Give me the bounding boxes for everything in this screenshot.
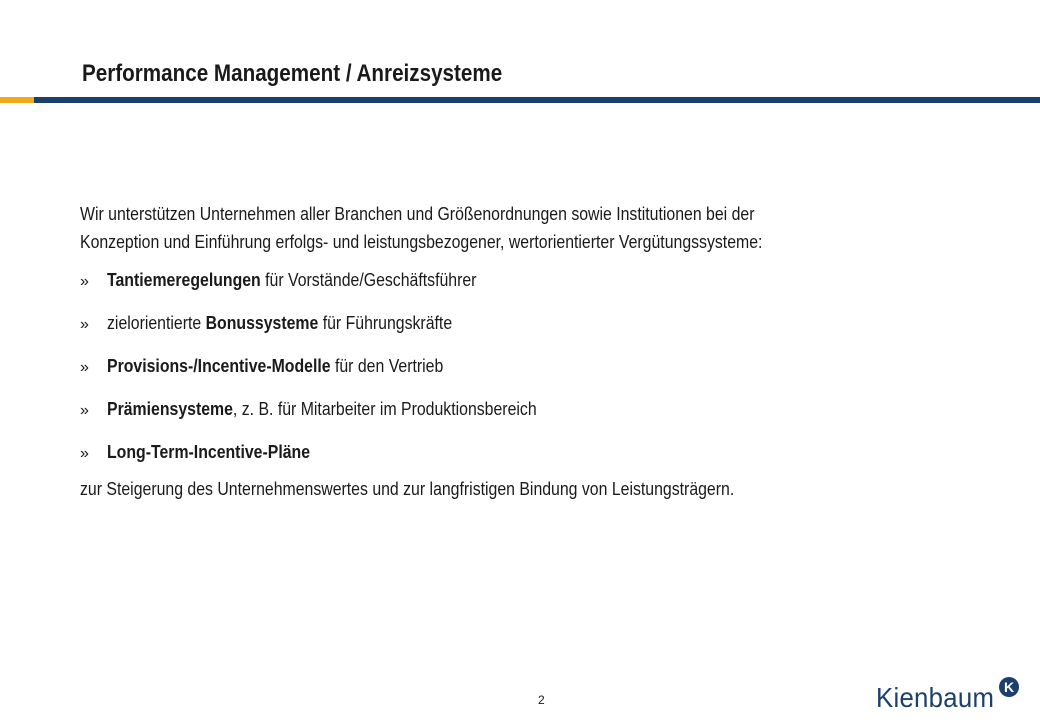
title-rule <box>34 97 1040 103</box>
logo-mark-letter: K <box>1004 679 1015 695</box>
bullet-marker: » <box>80 445 89 462</box>
logo-wordmark: Kienbaum <box>876 682 995 713</box>
list-item <box>80 266 980 309</box>
intro-line: Wir unterstützen Unternehmen aller Branchen und Größenordnungen sowie Institutionen bei der <box>80 204 755 224</box>
bullet-marker: » <box>80 359 89 376</box>
intro-paragraph <box>80 200 980 256</box>
page-number: 2 <box>538 693 545 707</box>
bullet-marker: » <box>80 402 89 419</box>
bullet-text: Provisions-/Incentive-Modelle für den Vertrieb <box>107 356 444 376</box>
bullet-text: Prämiensysteme, z. B. für Mitarbeiter im Produktionsbereich <box>107 399 537 419</box>
title-rule-accent <box>0 97 34 103</box>
kienbaum-k-badge-icon <box>998 676 1020 698</box>
intro-line: Konzeption und Einführung erfolgs- und leistungsbezogener, wertorientierter Vergütungssysteme: <box>80 232 763 252</box>
page-title: Performance Management / Anreizsysteme <box>82 60 503 87</box>
bullet-text: Long-Term-Incentive-Pläne <box>107 442 311 462</box>
slide-content <box>80 200 980 503</box>
bullet-marker: » <box>80 273 89 290</box>
bullet-text: Tantiemeregelungen für Vorstände/Geschäftsführer <box>107 270 477 290</box>
bullet-text: zielorientierte Bonussysteme für Führungskräfte <box>107 313 453 333</box>
closing-paragraph <box>80 475 980 503</box>
list-item <box>80 395 980 438</box>
bullet-list <box>80 266 980 481</box>
list-item <box>80 352 980 395</box>
kienbaum-logo <box>876 676 1020 716</box>
list-item <box>80 309 980 352</box>
closing-line: zur Steigerung des Unternehmenswertes und zur langfristigen Bindung von Leistungsträgern. <box>80 479 735 499</box>
bullet-marker: » <box>80 316 89 333</box>
